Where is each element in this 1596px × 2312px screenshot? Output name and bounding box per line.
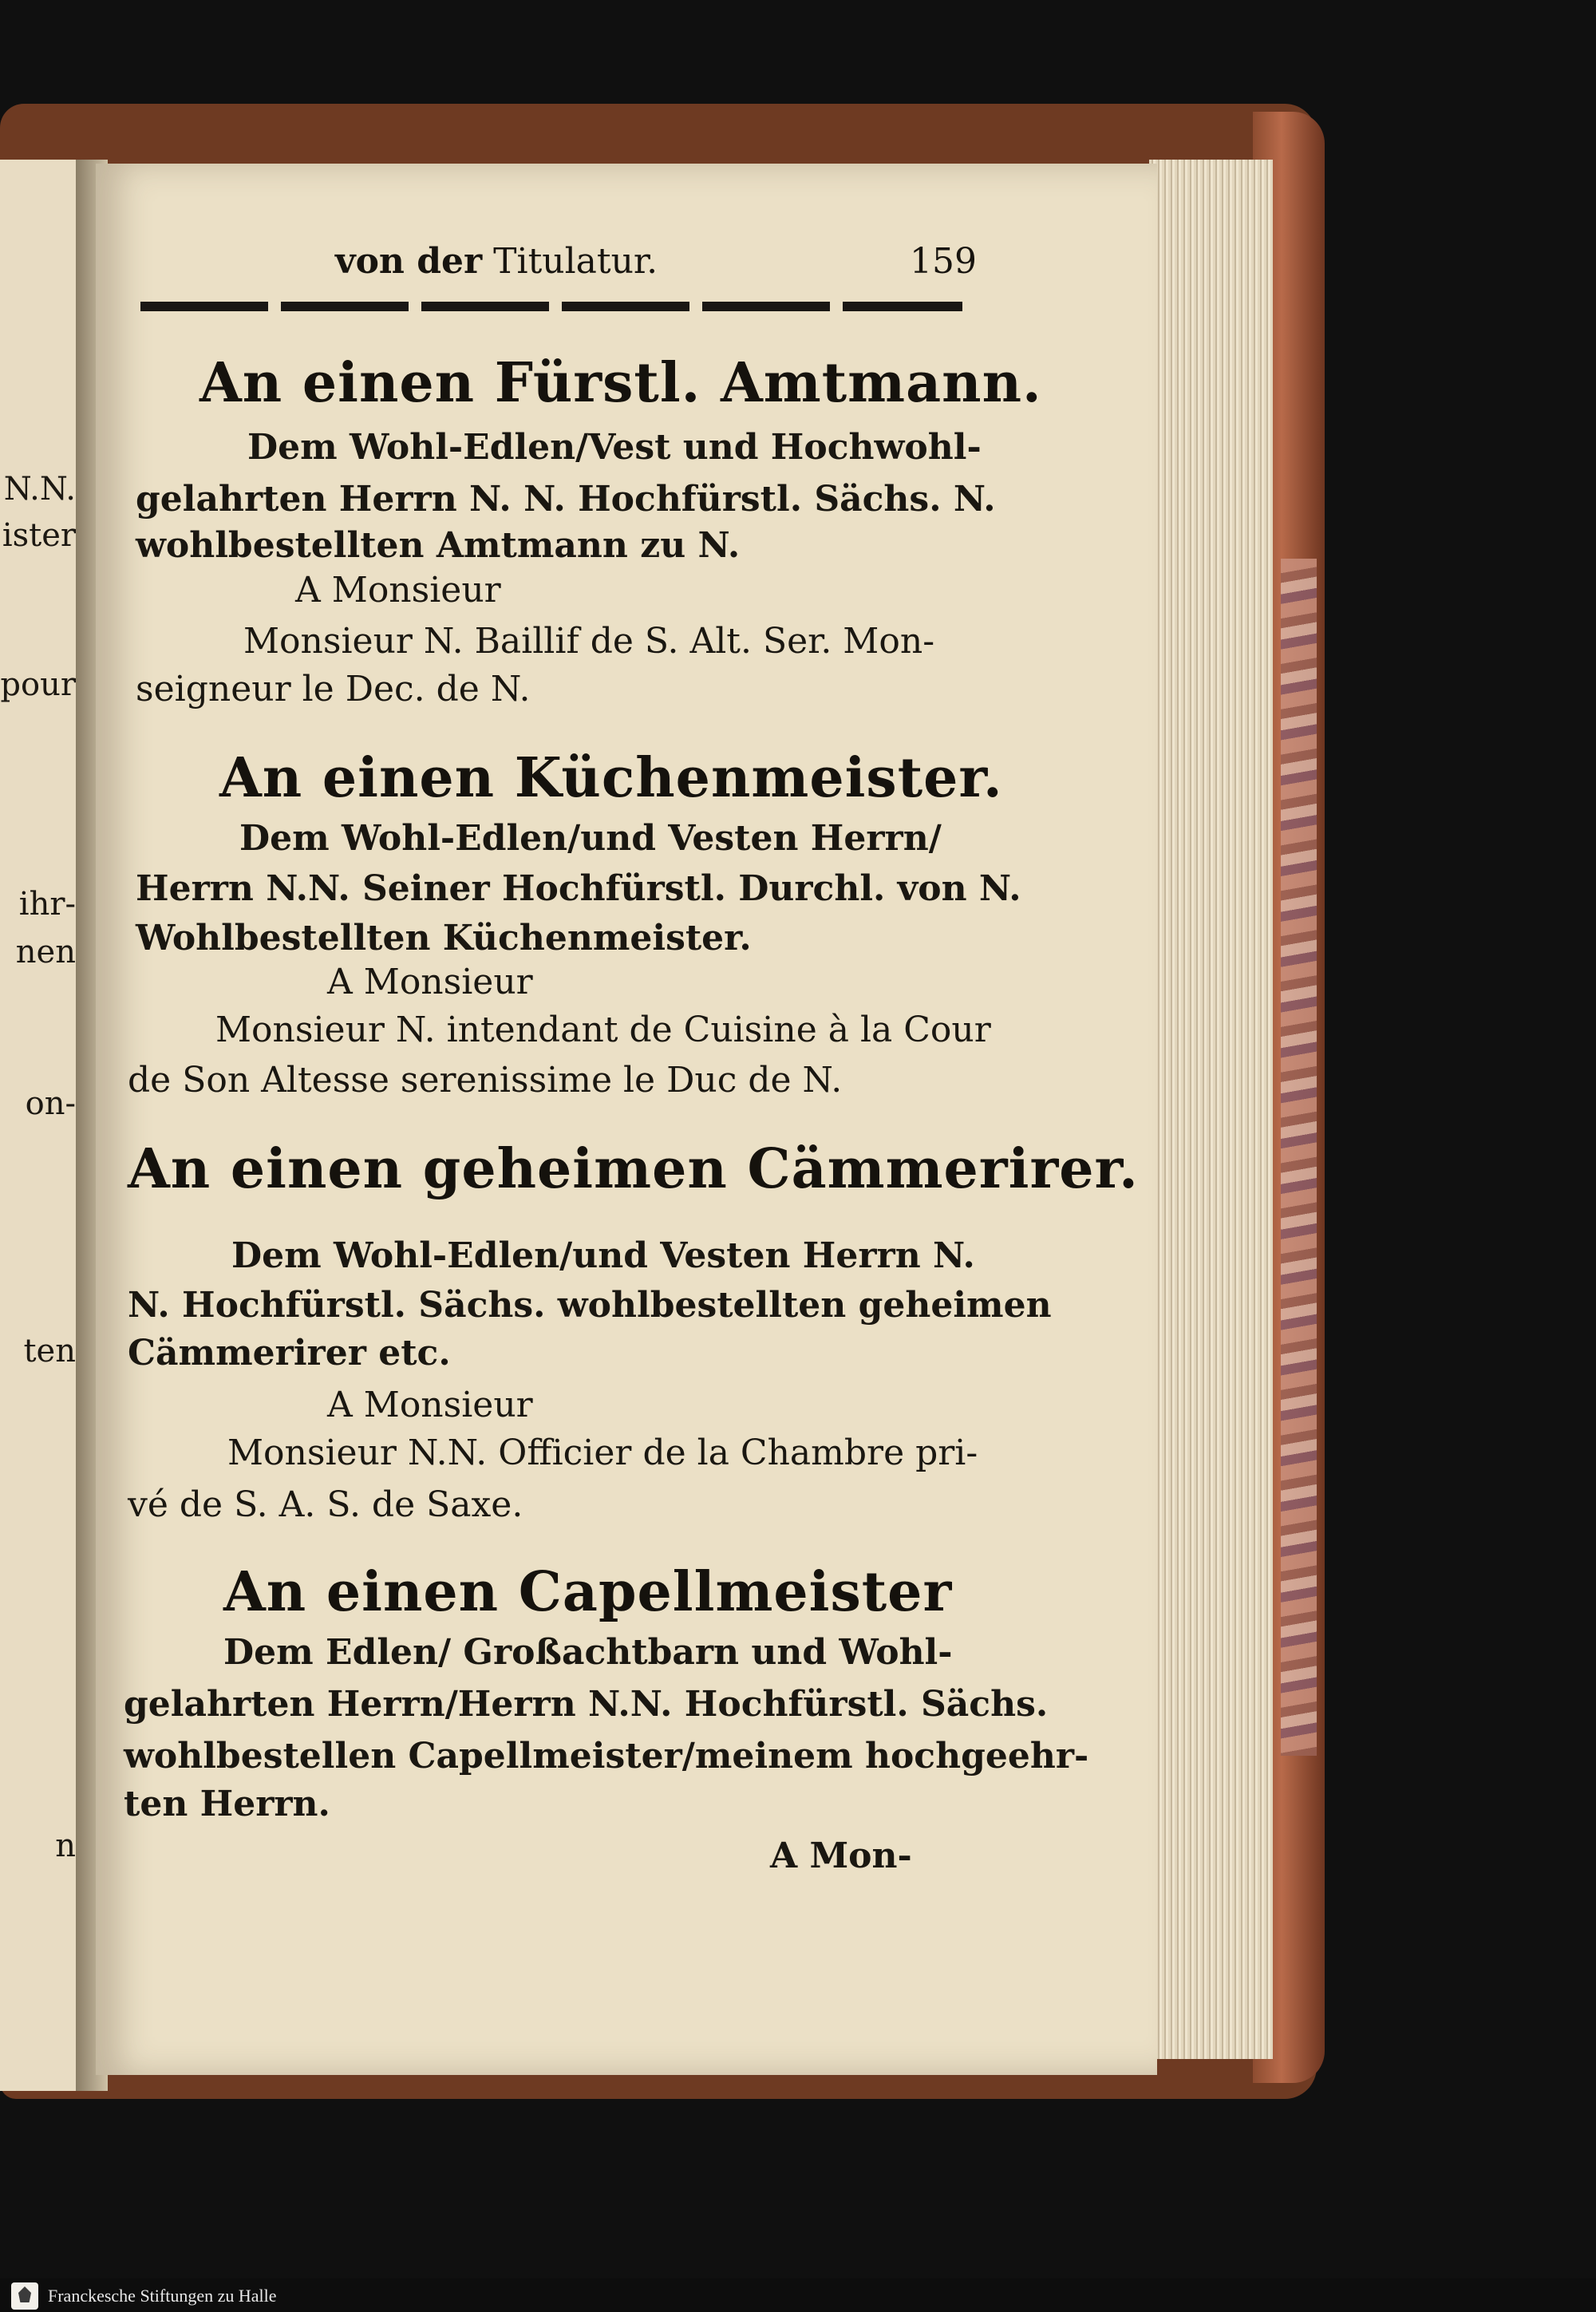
page-stack xyxy=(1149,160,1273,2059)
institution-logo-icon xyxy=(11,2282,38,2310)
section-heading: An einen geheimen Cämmerirer. xyxy=(128,1137,1139,1201)
address-head: A Monsieur xyxy=(327,1385,533,1425)
text-line: gelahrten Herrn/Herrn N.N. Hochfürstl. Sächs. xyxy=(124,1684,1049,1725)
left-page xyxy=(0,160,88,2091)
text-line: Herrn N.N. Seiner Hochfürstl. Durchl. von N. xyxy=(136,868,1021,909)
text-line: ten Herrn. xyxy=(124,1784,330,1824)
running-head xyxy=(335,241,977,297)
text-line: de Son Altesse serenissime le Duc de N. xyxy=(128,1060,843,1101)
running-head-title: Titulatur. xyxy=(493,241,658,282)
running-head-fraktur: von der xyxy=(335,241,483,282)
text-line: Cämmerirer etc. xyxy=(128,1333,451,1373)
left-fragment: n xyxy=(55,1828,76,1864)
text-line: gelahrten Herrn N. N. Hochfürstl. Sächs. N. xyxy=(136,479,996,520)
marbled-edge xyxy=(1281,559,1317,1756)
text-line: Monsieur N.N. Officier de la Chambre pri- xyxy=(227,1433,978,1473)
page-number: 159 xyxy=(910,241,977,282)
text-line: wohlbestellten Amtmann zu N. xyxy=(136,525,741,566)
text-line: seigneur le Dec. de N. xyxy=(136,669,531,709)
footer-institution: Franckesche Stiftungen zu Halle xyxy=(48,2286,277,2306)
text-line: Dem Wohl-Edlen/und Vesten Herrn N. xyxy=(231,1235,975,1276)
text-line: Dem Edlen/ Großachtbarn und Wohl- xyxy=(223,1632,953,1673)
text-line: N. Hochfürstl. Sächs. wohlbestellten geheimen xyxy=(128,1285,1052,1326)
left-fragment: ten xyxy=(23,1333,76,1369)
catchword: A Mon- xyxy=(770,1836,912,1876)
text-line: vé de S. A. S. de Saxe. xyxy=(128,1484,523,1525)
left-fragment: on- xyxy=(25,1085,76,1122)
left-fragment: nen xyxy=(15,934,76,970)
text-line: Monsieur N. Baillif de S. Alt. Ser. Mon- xyxy=(243,621,935,662)
text-line: Wohlbestellten Küchenmeister. xyxy=(136,918,752,958)
left-fragment: N.N. xyxy=(3,471,76,508)
left-fragment: ihr- xyxy=(18,886,76,923)
text-line: wohlbestellen Capellmeister/meinem hochgeehr- xyxy=(124,1736,1089,1776)
header-rule xyxy=(140,302,962,311)
text-line: Dem Wohl-Edlen/Vest und Hochwohl- xyxy=(247,427,982,468)
text-line: Dem Wohl-Edlen/und Vesten Herrn/ xyxy=(239,818,942,859)
text-line: Monsieur N. intendant de Cuisine à la Cour xyxy=(215,1010,991,1050)
section-heading: An einen Fürstl. Amtmann. xyxy=(200,351,1042,415)
section-heading: An einen Capellmeister xyxy=(223,1560,953,1624)
section-heading: An einen Küchenmeister. xyxy=(219,746,1003,810)
left-fragment: ister xyxy=(2,517,76,554)
address-head: A Monsieur xyxy=(295,570,501,611)
address-head: A Monsieur xyxy=(327,962,533,1002)
left-fragment: pour xyxy=(0,666,76,703)
